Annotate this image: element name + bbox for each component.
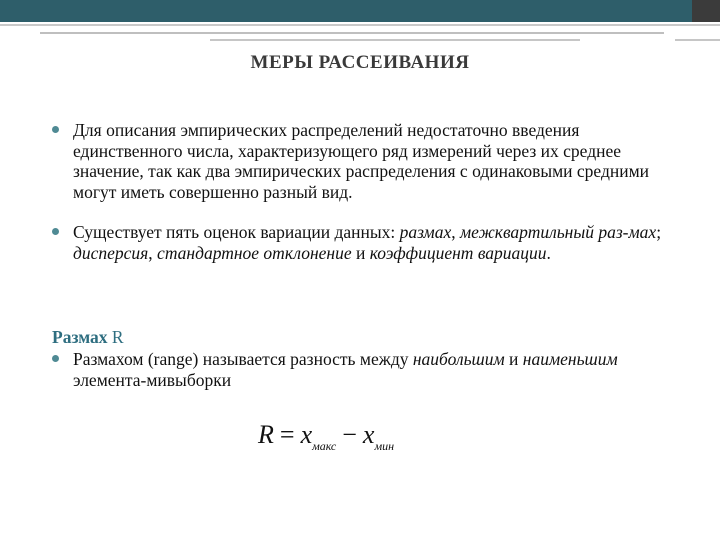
term-cv: коэффициент вариации xyxy=(369,242,547,263)
term-range: размах xyxy=(399,222,452,242)
term-variance: дисперсия xyxy=(73,242,149,263)
separator: , xyxy=(451,222,460,242)
bullet-item xyxy=(52,349,692,390)
formula-x-min: x xyxy=(362,420,375,449)
bullet-prefix: Размахом (range) называется разность между xyxy=(73,349,413,369)
slide-header-bar xyxy=(0,0,720,22)
term-iqr: межквартильный раз-мах xyxy=(459,222,657,242)
formula-sub-max: макс xyxy=(312,439,337,453)
bullet-dot-icon xyxy=(52,355,59,362)
bullet-item xyxy=(52,222,692,263)
bullet-text: Для описания эмпирических распределений недостаточно введения единственного числа, характеризующего ряд измерений через их среднее значение, так как два эмпирических распределения с одинаковыми средними могут иметь совершенно разный вид. xyxy=(73,120,650,202)
separator: , xyxy=(148,242,158,263)
formula-equals: = xyxy=(279,420,295,449)
term-std: стандартное отклонение xyxy=(157,242,352,263)
subheading-bold: Размах xyxy=(52,327,108,347)
separator: и xyxy=(504,349,523,369)
bullet-text xyxy=(73,349,692,390)
bullet-suffix: . xyxy=(546,242,551,263)
separator: ; xyxy=(656,222,662,242)
subheading-symbol: R xyxy=(107,327,124,347)
formula-minus: − xyxy=(342,420,357,449)
header-rule-lines xyxy=(0,22,720,48)
range-formula xyxy=(258,420,394,454)
slide-title: МЕРЫ РАССЕИВАНИЯ xyxy=(250,52,470,73)
bullet-prefix: Существует пять оценок вариации данных: xyxy=(73,222,400,242)
bullet-item xyxy=(52,120,692,202)
bullet-text xyxy=(73,222,692,263)
header-dark-corner xyxy=(692,0,720,22)
term-largest: наибольшим xyxy=(412,349,505,369)
formula-x-max: x xyxy=(300,420,313,449)
bullet-dot-icon xyxy=(52,126,59,133)
subheading-range xyxy=(52,327,124,348)
formula-lhs: R xyxy=(258,420,274,449)
header-teal-band xyxy=(0,0,692,22)
term-smallest: наименьшим xyxy=(522,349,618,369)
formula-sub-min: мин xyxy=(374,439,395,453)
separator: и xyxy=(351,242,370,263)
bullet-suffix: элемента-мивыборки xyxy=(73,369,232,390)
bullet-dot-icon xyxy=(52,228,59,235)
